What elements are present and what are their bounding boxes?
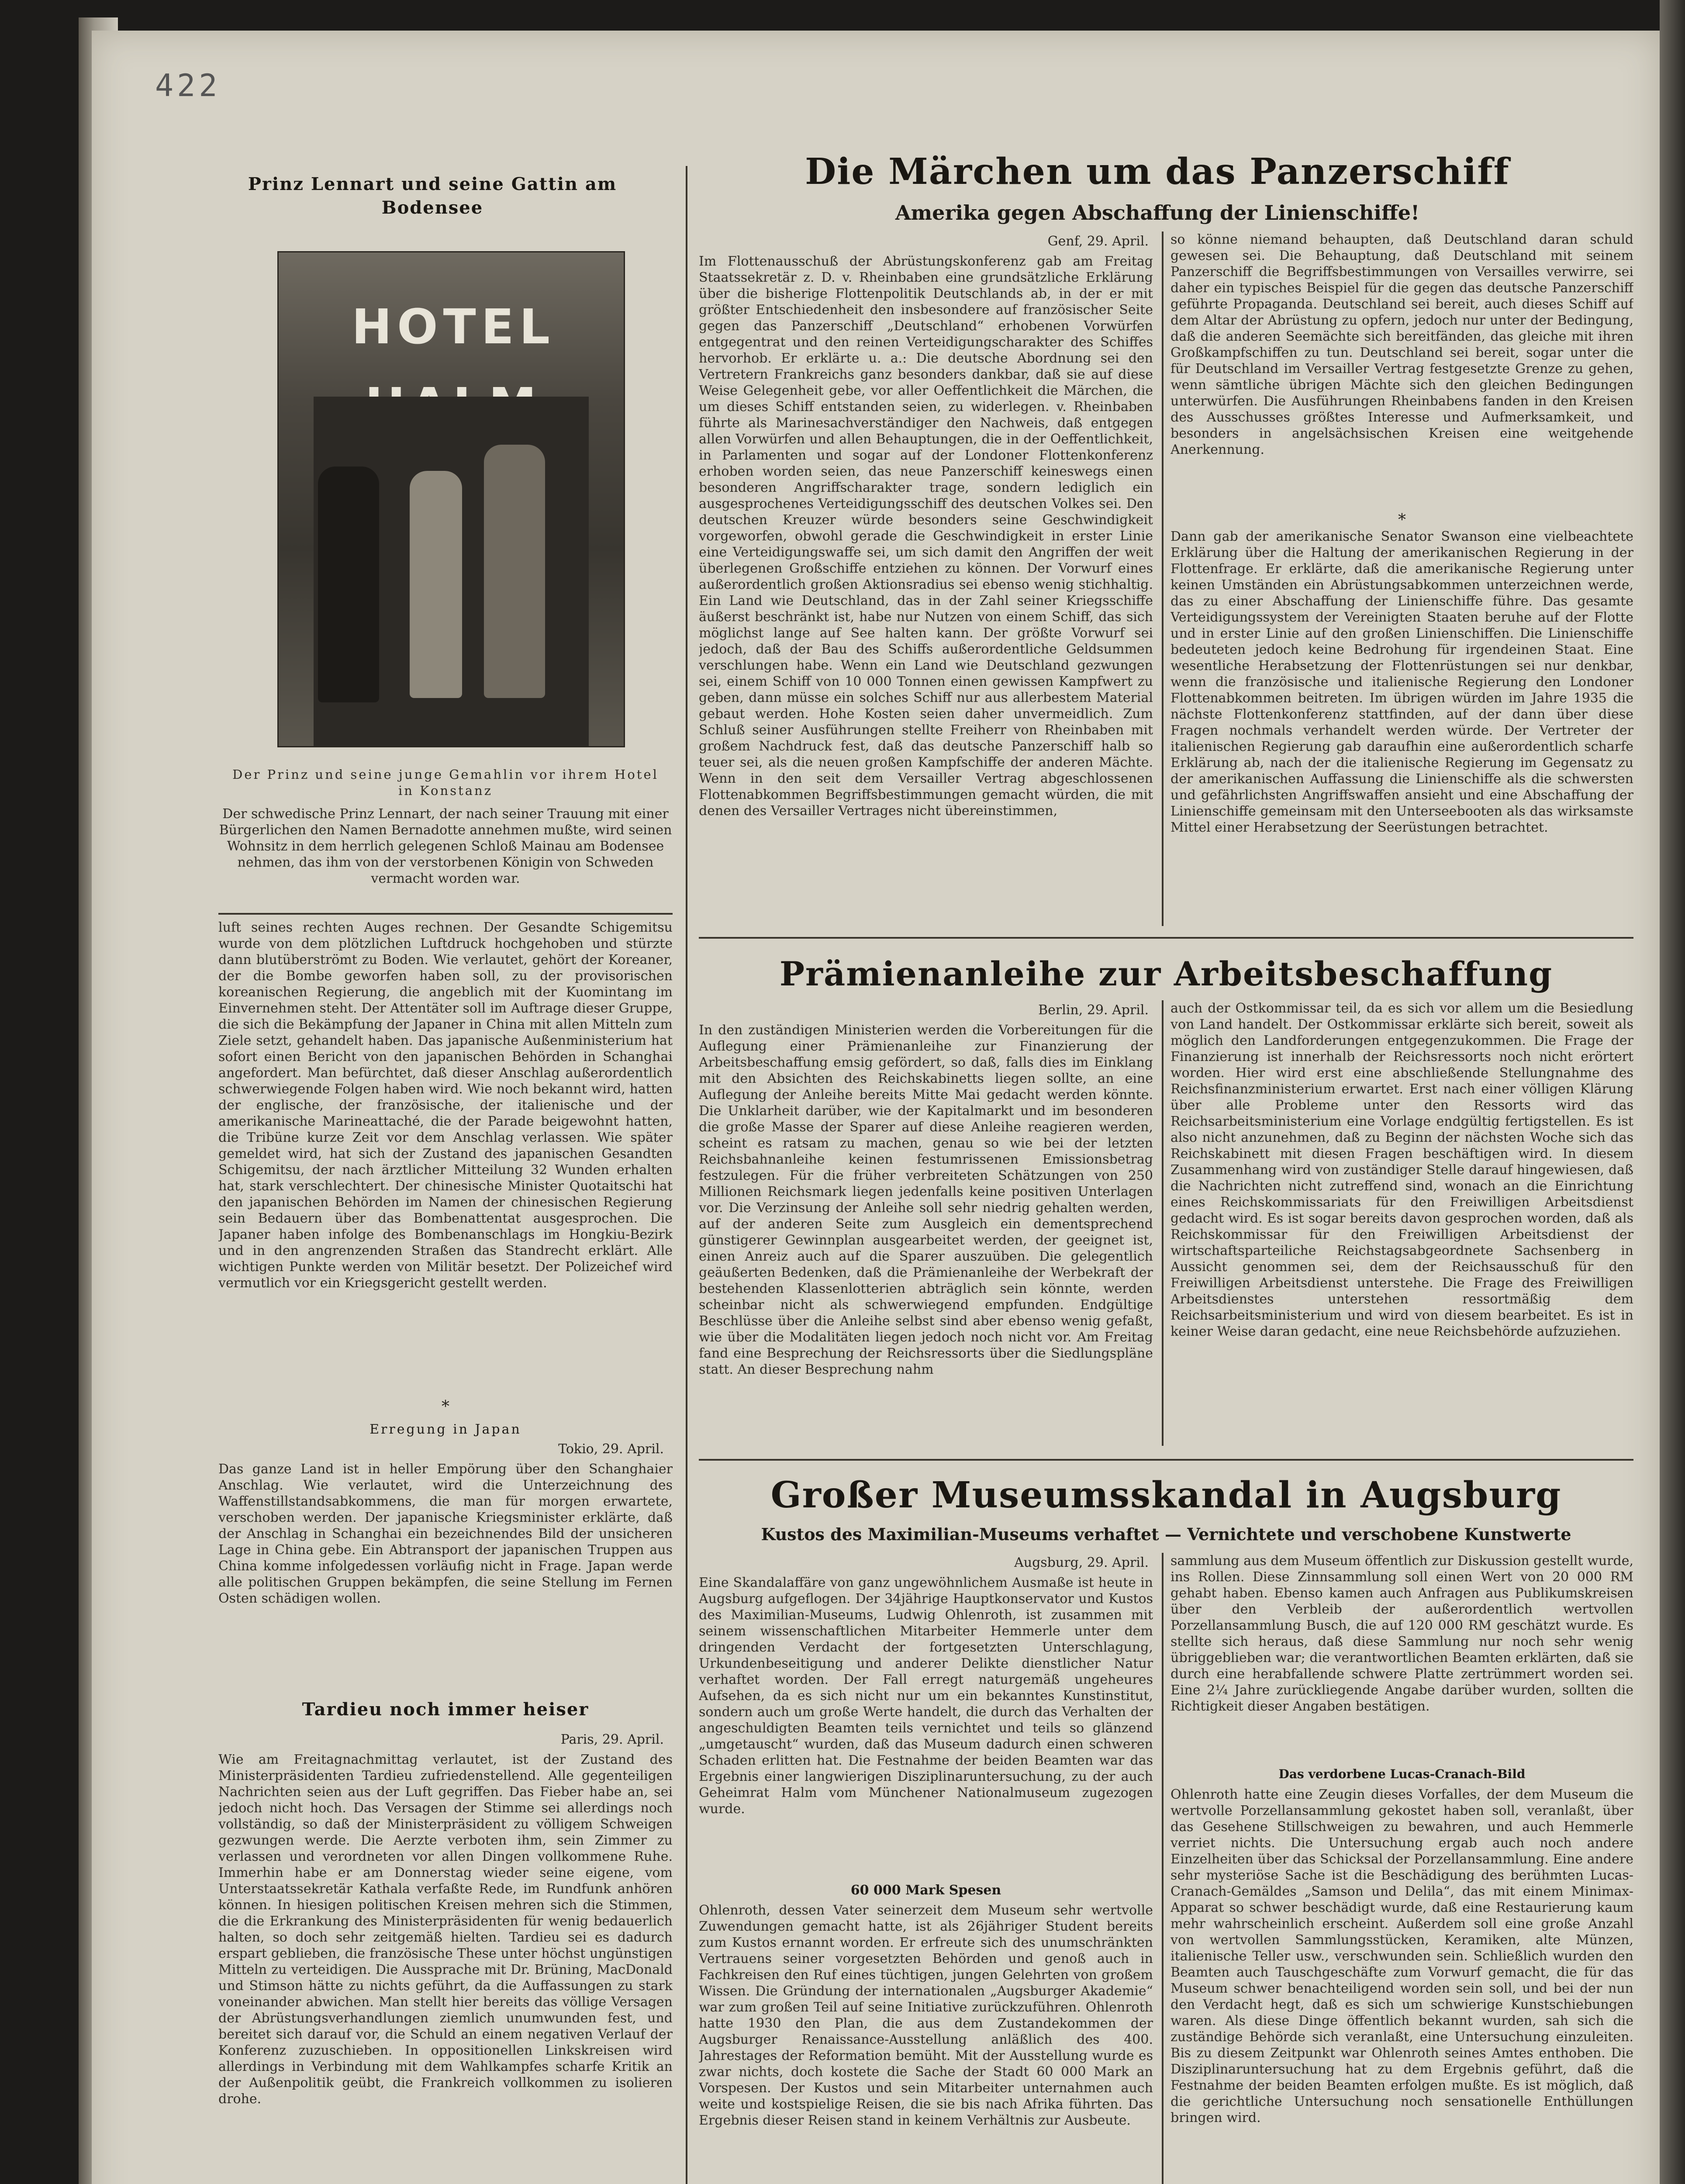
panzerschiff-headline: Die Märchen um das Panzerschiff (805, 151, 1510, 193)
museum-col1: Eine Skandalaffäre von ganz ungewöhnlichem Ausmaße ist heute in Augsburg aufgeflogen. Der 34jährige Hauptkonservator und Kustos des Maximilian-Museums, Ludwig Ohlenroth, ist zusammen mit seinem wissenschaftlichen Mitarbeiter Hemmerle unter dem dringenden Verdacht der fortgesetzten Unterschlagung, Urkundenbeseitigung und anderer Delikte dienstlicher Natur verhaftet worden. Der Fall erregt naturgemäß ungeheures Aufsehen, da es sich nicht nur um ein bekanntes Kunstinstitut, sondern auch um große Werte handelt, die durch das Verhalten der angeschuldigten Beamten teils vernichtet und teils so glänzend „umgetauscht“ wurden, daß das Museum dadurch einen schweren Schaden erlitten hat. Die Festnahme der beiden Beamten war das Ergebnis einer langwierigen Disziplinaruntersuchung, zu der auch Geheimrat Halm vom Münchener Nationalmuseum zugezogen wurde. (699, 1575, 1153, 1817)
left-star-separator: * (442, 1398, 449, 1416)
tardieu-dateline: Paris, 29. April. (560, 1732, 664, 1747)
right-divider-2 (699, 1459, 1633, 1461)
praemienanleihe-dateline: Berlin, 29. April. (1038, 1002, 1149, 1018)
praemienanleihe-headline: Prämienanleihe zur Arbeitsbeschaffung (779, 954, 1553, 993)
museum-dateline: Augsburg, 29. April. (1014, 1555, 1149, 1570)
japan-article-text: Das ganze Land ist in heller Empörung über den Schanghaier Anschlag. Wie verlautet, wird die Unterzeichnung des Waffenstillstandsabkommens, die man für morgen erwartete, verschoben werden. Der japanische Kriegsminister erklärte, daß der Anschlag in Schanghai ein bezeichnendes Bild der unsicheren Lage in China gebe. Ein Abtransport der japanischen Truppen aus China komme infolgedessen vorläufig nicht in Frage. Japan werde alle politischen Gruppen bekämpfen, die seine Stellung im Fernen Osten schädigen wollen. (218, 1462, 673, 1606)
page-number: 422 (155, 68, 221, 104)
panzerschiff-col1: Im Flottenausschuß der Abrüstungskonferenz gab am Freitag Staatssekretär z. D. v. Rheinbaben eine grundsätzliche Erklärung über die bisherige Flottenpolitik Deutschlands ab, in der er mit größter Entschiedenheit den insbesondere auf französischer Seite gegen das Panzerschiff „Deutschland“ erhobenen Vorwürfen entgegentrat und den reinen Verteidigungscharakter des Schiffes hervorhob. Er erklärte u. a.: Die deutsche Abordnung sei den Vertretern Frankreichs ganz besonders dankbar, daß sie auf diese Weise Gelegenheit gebe, vor aller Oeffentlichkeit die Märchen, die um dieses Schiff entstanden seien, zu widerlegen. v. Rheinbaben führte als Marinesachverständiger den Nachweis, daß entgegen allen Vorwürfen und allen Behauptungen, die in der Oeffentlichkeit, in Parlamenten und sogar auf der Londoner Flottenkonferenz erhoben worden seien, das neue Panzerschiff keineswegs einen besonderen Angriffscharakter trage, sondern lediglich ein ausgesprochenes Verteidigungsschiff des deutschen Volkes sei. Den deutschen Kreuzer würde besonders seine Geschwindigkeit vorgeworfen, obwohl gerade die Geschwindigkeit in erster Linie eine Verteidigungswaffe sei, um sich damit den Angriffen der weit überlegenen Großschiffe entziehen zu können. Der Vorwurf eines außerordentlich großen Aktionsradius sei ebenso wenig stichhaltig. Ein Land wie Deutschland, das in der Zahl seiner Kriegsschiffe äußerst beschränkt ist, habe nur Nutzen von einem Schiff, das sich möglichst lange auf See halten kann. Der größte Vorwurf sei jedoch, daß der Bau des Schiffs außerordentliche Geldsummen verschlungen habe. Wenn ein Land wie Deutschland gezwungen sei, einem Schiff von 10 000 Tonnen einen gewissen Kampfwert zu geben, dann müsse ein solches Schiff nur aus allerbestem Material gebaut werden. Hohe Kosten seien daher unvermeidlich. Zum Schluß seiner Ausführungen stellte Freiherr von Rheinbaben mit großem Nachdruck fest, daß das deutsche Panzerschiff halb so teuer sei, als die neuen großen Kampfschiffe der anderen Mächte. Wenn in den seit dem Versailler Vertrag abgeschlossenen Flottenabkommen Begriffsbestimmungen gemacht würden, die mit denen des Versailler Vertrages nicht übereinstimmen, (699, 254, 1153, 819)
photo-hotel-sign: HOTEL (352, 299, 555, 355)
page-edge-shadow (1660, 0, 1685, 2184)
museum-col2b: Ohlenroth hatte eine Zeugin dieses Vorfalles, der dem Museum die wertvolle Porzellansammlung gekostet haben soll, veranlaßt, über das Gesehene Stillschweigen zu bewahren, und auch Hemmerle verriet nichts. Die Untersuchung ergab auch noch andere Einzelheiten über das Schicksal der Porzellansammlung. Eine andere sehr mysteriöse Sache ist die Beschädigung des berühmten Lucas-Cranach-Gemäldes „Samson und Delila“, das mit einem Minimax-Apparat so schwer beschädigt wurde, daß eine Restaurierung kaum mehr wahrscheinlich erscheint. Außerdem soll eine große Anzahl von wertvollen Sammlungsstücken, Keramiken, alte Münzen, italienische Teller usw., verschwunden sein. Schließlich wurden den Beamten auch Tauschgeschäfte zum Vorwurf gemacht, die für das Museum schwer benachteiligend worden sein soll, und bei der nun den Verdacht hegt, daß es sich um schwierige Kunstschiebungen waren. Als diese Dinge öffentlich bekannt wurden, sah sich die zuständige Behörde sich veranlaßt, eine Untersuchung einzuleiten. Bis zu diesem Zeitpunkt war Ohlenroth seines Amtes enthoben. Die Disziplinaruntersuchung hat zu dem Ergebnis geführt, daß die Festnahme der beiden Beamten erfolgen mußte. Es ist möglich, daß die gerichtliche Untersuchung noch sensationelle Enthüllungen bringen wird. (1171, 1787, 1633, 2125)
photo-prince-lennart (277, 251, 625, 747)
praemienanleihe-col-rule (1162, 1000, 1164, 1446)
panzerschiff-col2b: Dann gab der amerikanische Senator Swanson eine vielbeachtete Erklärung über die Haltung der amerikanischen Regierung in der Flottenfrage. Er erklärte, daß die amerikanische Regierung unter keinen Umständen ein Abrüstungsabkommen unterzeichnen werde, das zu einer Abschaffung der Linienschiffe führe. Das gesamte Verteidigungssystem der Vereinigten Staaten beruhe auf der Flotte und in erster Linie auf den großen Linienschiffen. Die Linienschiffe bedeuteten jedoch keine Bedrohung für irgendeinen Staat. Eine wesentliche Herabsetzung der Flottenrüstungen sei nur denkbar, wenn die französische und italienische Regierung den Londoner Flottenabkommen beitreten. Im übrigen würden im Jahre 1935 die nächste Flottenkonferenz stattfinden, auf der dann über diese Fragen nochmals verhandelt werden würde. Der Vertreter der italienischen Regierung gab daraufhin eine außerordentlich scharfe Erklärung ab, nach der die italienische Regierung im Gegensatz zu der amerikanischen Auffassung die Linienschiffe als die schwersten und gefährlichsten Angriffswaffen ansieht und eine Abschaffung der Linienschiffe gemeinsam mit den Unterseebooten als das wirksamste Mittel einer Herabsetzung der Seerüstungen betrachtet. (1171, 529, 1633, 835)
right-divider-1 (699, 937, 1633, 939)
panzerschiff-col2: so könne niemand behaupten, daß Deutschland daran schuld gewesen sei. Die Behauptung, daß Deutschland mit seinem Panzerschiff die Begriffsbestimmungen von Versailles verwirre, sei daher ein typisches Beispiel für die gegen das deutsche Panzerschiff geführte Propaganda. Deutschland sei bereit, auch dieses Schiff auf dem Altar der Abrüstung zu opfern, jedoch nur unter der Bedingung, daß die anderen Seemächte sich bereitfänden, das gleiche mit ihren Großkampfschiffen zu tun. Deutschland sei bereit, sogar unter die für Deutschland im Versailler Vertrag festgesetzte Grenze zu gehen, wenn sämtliche übrigen Mächte sich den gleichen Bedingungen unterwürfen. Die Ausführungen Rheinbabens fanden in den Kreisen des Ausschusses größtes Interesse und Aufmerksamkeit, und besonders in angelsächsischen Kreisen eine weitgehende Anerkennung. (1171, 232, 1633, 457)
praemienanleihe-col1: In den zuständigen Ministerien werden die Vorbereitungen für die Auflegung einer Prämienanleihe zur Finanzierung der Arbeitsbeschaffung emsig gefördert, so daß, falls dies im Einklang mit den Absichten des Reichskabinetts liegen sollte, an eine Auflegung der Anleihe bereits Mitte Mai gedacht werden könnte. Die Unklarheit darüber, wie der Kapitalmarkt und im besonderen die große Masse der Sparer auf diese Anleihe reagieren werden, scheint es ratsam zu machen, genau so wie bei der letzten Reichsbahnanleihe keinen festumrissenen Emissionsbetrag festzulegen. Für die früher verbreiteten Schätzungen von 250 Millionen Reichsmark liegen jedenfalls keine positiven Unterlagen vor. Die Verzinsung der Anleihe soll sehr niedrig gehalten werden, auf der anderen Seite zum Ausgleich ein dementsprechend günstigerer Gewinnplan ausgearbeitet werden, der geeignet ist, einen Anreiz auch auf die Sparer auszuüben. Die gelegentlich geäußerten Bedenken, daß die Prämienanleihe der Werbekraft der bestehenden Klassenlotterien abträglich sein könnte, werden scheinbar nicht als schwerwiegend empfunden. Endgültige Beschlüsse über die Anleihe selbst sind aber ebenso wenig gefaßt, wie über die Modalitäten liegen jedoch noch nicht vor. Am Freitag fand eine Besprechung der Reichsressorts über die Siedlungspläne statt. An dieser Besprechung nahm (699, 1023, 1153, 1377)
left-divider-1 (218, 913, 673, 915)
praemienanleihe-col2: auch der Ostkommissar teil, da es sich vor allem um die Besiedlung von Land handelt. Der Ostkommissar erklärte sich bereit, soweit als möglich den Landforderungen entgegenzukommen. Die Frage der Finanzierung ist innerhalb der Reichsressorts noch nicht erörtert worden. Hier wird erst eine abschließende Stellungnahme des Reichsfinanzministerium erwartet. Erst nach einer völligen Klärung über alle Probleme unter den Ressorts wird das Reichsarbeitsministerium eine Vorlage endgültig fertigstellen. Es ist also nicht anzunehmen, daß zu Beginn der nächsten Woche sich das Reichskabinett mit diesen Fragen beschäftigen wird. In diesem Zusammenhang wird von zuständiger Stelle darauf hingewiesen, daß die Nachrichten nicht zutreffend sind, wonach an die Einrichtung eines Reichskommissariats für den Freiwilligen Arbeitsdienst gedacht wird. Es ist sogar bereits davon gesprochen worden, daß als Reichskommissar für den Freiwilligen Arbeitsdienst der wirtschaftsparteiliche Reichstagsabgeordnete Sachsenberg in Aussicht genommen sei, dem der Reichsausschuß für den Freiwilligen Arbeitsdienst unterstehe. Die Frage des Freiwilligen Arbeitsdienstes unterstehen ressortmäßig dem Reichsarbeitsministerium und wird von diesem bearbeitet. Es ist in keiner Weise daran gedacht, eine neue Reichsbehörde aufzuziehen. (1171, 1001, 1633, 1339)
museum-sub-cranach: Das verdorbene Lucas-Cranach-Bild (1278, 1767, 1526, 1781)
column-separator (686, 166, 687, 2184)
panzerschiff-col-rule (1162, 232, 1164, 926)
panzerschiff-subhead: Amerika gegen Abschaffung der Linienschiffe! (895, 201, 1420, 225)
photo-figure-prince (484, 445, 545, 698)
japan-dateline: Tokio, 29. April. (558, 1441, 664, 1457)
tardieu-headline: Tardieu noch immer heiser (302, 1699, 589, 1720)
japan-subhead: Erregung in Japan (369, 1422, 521, 1437)
museum-sub-spesen: 60 000 Mark Spesen (850, 1883, 1001, 1898)
panzerschiff-dateline: Genf, 29. April. (1047, 234, 1149, 249)
museum-col1b: Ohlenroth, dessen Vater seinerzeit dem Museum sehr wertvolle Zuwendungen gemacht hatte, ist als 26jähriger Student bereits zum Kustos ernannt worden. Er erfreute sich des unumschränkten Vertrauens seiner vorgesetzten Behörden und genoß auch in Fachkreisen den Ruf eines tüchtigen, jungen Gelehrten von großem Wissen. Die Gründung der internationalen „Augsburger Akademie“ war zum großen Teil auf seine Initiative zurückzuführen. Ohlenroth hatte 1930 den Plan, die aus dem Zustandekommen der Augsburger Renaissance-Ausstellung anläßlich des 400. Jahrestages der Reformation bemüht. Mit der Ausstellung wurde es zwar nichts, doch kostete die Sache der Stadt 60 000 Mark an Vorspesen. Der Kustos und sein Mitarbeiter unternahmen auch weite und kostspielige Reisen, die sie bis nach Afrika führten. Das Ergebnis dieser Reisen stand in keinem Verhältnis zur Ausbeute. (699, 1903, 1153, 2128)
photo-figure-man-left (318, 467, 379, 702)
tardieu-article-text: Wie am Freitagnachmittag verlautet, ist der Zustand des Ministerpräsidenten Tardieu zufriedenstellend. Alle gegenteiligen Nachrichten seien aus der Luft gegriffen. Das Fieber habe an, sei jedoch nicht hoch. Das Versagen der Stimme sei allerdings noch vollständig, so daß der Ministerpräsident zu völligem Schweigen gezwungen werde. Die Aerzte verboten ihm, sein Zimmer zu verlassen und verordneten vor allen Dingen vollkommene Ruhe. Immerhin habe er am Donnerstag wieder seine eigene, vom Unterstaatssekretär Kathala verfaßte Rede, im Rundfunk anhören können. In hiesigen politischen Kreisen mehren sich die Stimmen, die die Erkrankung des Ministerpräsidenten für wenig bedauerlich halten, so doch sehr zeitgemäß hielten. Tardieu sei es dadurch erspart geblieben, die französische These unter höchst ungünstigen Mitteln zu verteidigen. Die Aussprache mit Dr. Brüning, MacDonald und Stimson hätte zu nichts geführt, da die Auffassungen zu stark voneinander abwichen. Man stellt hier bereits das völlige Versagen der Abrüstungsverhandlungen ziemlich unumwunden fest, und bereitet sich darauf vor, die Schuld an einem negativen Verlauf der Konferenz zuzuschieben. In oppositionellen Linkskreisen wird allerdings in Verbindung mit dem Wahlkampfes scharfe Kritik an der Außenpolitik geübt, die Frankreich vollkommen zu isolieren drohe. (218, 1752, 673, 2107)
museum-col2: sammlung aus dem Museum öffentlich zur Diskussion gestellt wurde, ins Rollen. Diese Zinnsammlung soll einen Wert von 20 000 RM gehabt haben. Ebenso kamen auch Anfragen aus Publikumskreisen über den Verbleib der außerordentlich wertvollen Porzellansammlung Busch, die auf 120 000 RM geschätzt wurde. Es stellte sich heraus, daß diese Sammlung nur noch sehr wenig übriggeblieben war; die verantwortlichen Beamten erklärten, daß sie durch eine herabfallende schwere Platte zertrümmert worden sei. Eine 2¼ Jahre zurückliegende Angabe darüber wurden, sollten die Richtigkeit dieser Angaben bestätigen. (1171, 1553, 1633, 1714)
photo-title: Prinz Lennart und seine Gattin am Bodensee (248, 174, 617, 218)
photo-caption: Der Prinz und seine junge Gemahlin vor ihrem Hotel in Konstanz (232, 767, 659, 798)
museum-subhead: Kustos des Maximilian-Museums verhaftet — Vernichtete und verschobene Kunstwerte (761, 1524, 1571, 1544)
panzerschiff-star: * (1398, 511, 1406, 529)
shanghai-article-text: luft seines rechten Auges rechnen. Der Gesandte Schigemitsu wurde von dem plötzlichen Luftdruck hochgehoben und stürzte dann blutüberströmt zu Boden. Wie verlautet, gehört der Koreaner, der die Bombe geworfen haben soll, zu der provisorischen koreanischen Regierung, die angeblich mit der Kuomintang im Einvernehmen steht. Der Attentäter soll im Auftrage dieser Gruppe, die sich die Bekämpfung der Japaner in China mit allen Mitteln zum Ziele setzt, gehandelt haben. Das japanische Außenministerium hat sofort einen Bericht von den japanischen Behörden in Schanghai angefordert. Man befürchtet, daß dieser Anschlag außerordentlich schwerwiegende Folgen haben wird. Wie noch bekannt wird, hatten der englische, der französische, der italienische und der amerikanische Marineattaché, die der Parade beigewohnt hatten, die Tribüne kurze Zeit vor dem Anschlag verlassen. Wie später gemeldet wird, hat sich der Zustand des japanischen Gesandten Schigemitsu, der nach ärztlicher Mitteilung 32 Wunden erhalten hat, stark verschlechtert. Der chinesische Minister Quotaitschi hat den japanischen Behörden im Namen der chinesischen Regierung sein Bedauern über das Bombenattentat ausgesprochen. Die Japaner haben infolge des Bombenanschlags im Hongkiu-Bezirk und in den angrenzenden Straßen das Standrecht erklärt. Alle wichtigen Punkte werden von Militär besetzt. Der Polizeichef wird vermutlich vor ein Kriegsgericht gestellt werden. (218, 920, 673, 1291)
museum-headline: Großer Museumsskandal in Augsburg (770, 1474, 1562, 1516)
photo-text: Der schwedische Prinz Lennart, der nach seiner Trauung mit einer Bürgerlichen den Namen Bernadotte annehmen mußte, wird seinen Wohnsitz in dem herrlich gelegenen Schloß Mainau am Bodensee nehmen, das ihm von der verstorbenen Königin von Schweden vermacht worden war. (219, 806, 672, 886)
museum-col-rule (1162, 1553, 1164, 2184)
photo-figure-woman (410, 471, 462, 698)
